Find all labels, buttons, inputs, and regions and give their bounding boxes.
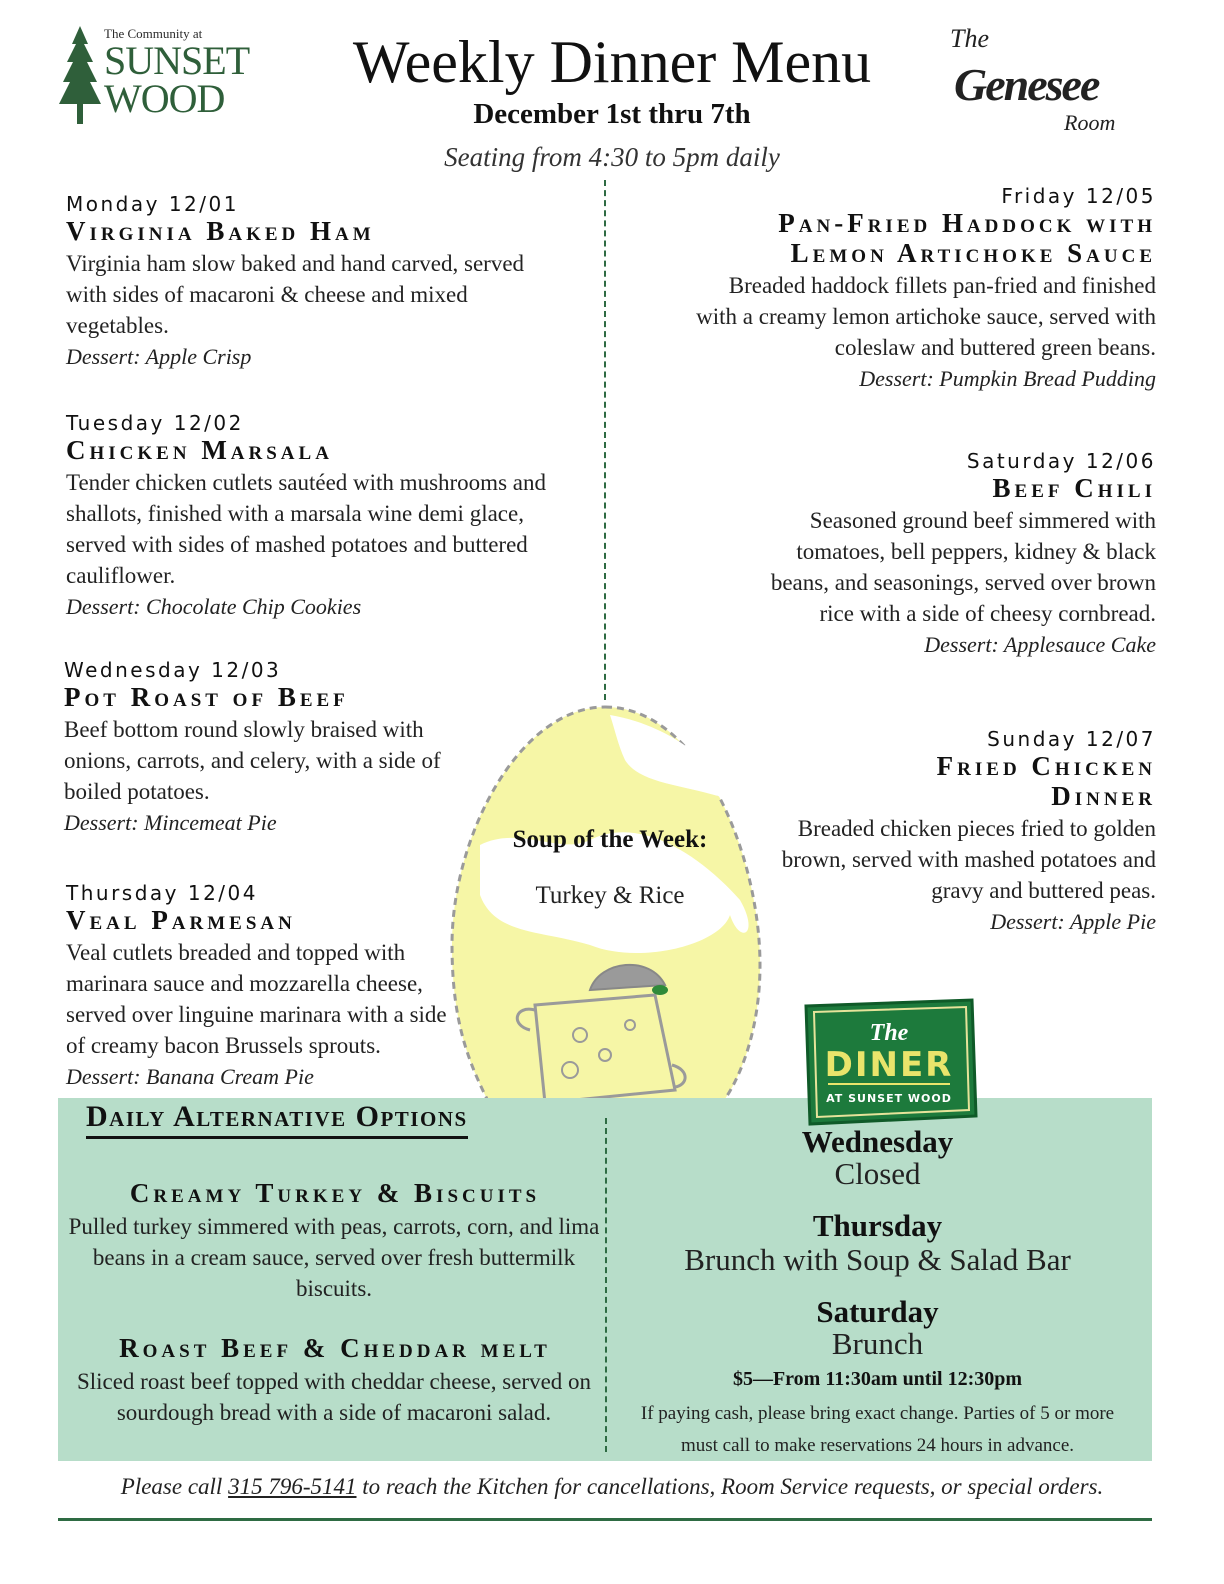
alt-dish-name: Creamy Turkey & Biscuits xyxy=(129,1178,541,1208)
diner-logo-name: DINER xyxy=(824,1045,954,1085)
day-label: Monday 12/01 xyxy=(66,192,239,216)
day-block-friday xyxy=(690,184,1156,394)
dish-name: Chicken Marsala xyxy=(66,435,333,465)
day-label: Sunday 12/07 xyxy=(987,727,1156,751)
day-label: Friday 12/05 xyxy=(1001,184,1156,208)
alt-dish-description: Sliced roast beef topped with cheddar cheese, served on sourdough bread with a side of macaroni salad. xyxy=(76,1369,592,1425)
footer-post: to reach the Kitchen for cancellations, Room Service requests, or special orders. xyxy=(356,1474,1104,1499)
diner-price-text: $5—From 11:30am until 12:30pm xyxy=(732,1368,1023,1390)
diner-status: Brunch with Soup & Salad Bar xyxy=(684,1242,1071,1277)
logo-top-text: The Community at xyxy=(104,26,203,41)
dessert: Dessert: Banana Cream Pie xyxy=(66,1064,314,1089)
diner-logo-sub: AT SUNSET WOOD xyxy=(826,1092,952,1105)
alt-dish-description: Pulled turkey simmered with peas, carrots, corn, and lima beans in a cream sauce, served over fresh buttermilk biscuits. xyxy=(68,1214,600,1301)
dish-description: Breaded haddock fillets pan-fried and finished with a creamy lemon artichoke sauce, served with coleslaw and buttered green beans. xyxy=(696,273,1156,360)
column-divider-top xyxy=(604,180,606,700)
logo-word-wood: WOOD xyxy=(104,76,225,121)
dessert: Dessert: Apple Pie xyxy=(990,909,1156,934)
diner-saturday xyxy=(640,1294,1115,1362)
dessert: Dessert: Apple Crisp xyxy=(66,344,252,369)
soup-name: Turkey & Rice xyxy=(535,882,685,909)
diner-logo-the: The xyxy=(869,1020,909,1046)
diner-status: Closed xyxy=(834,1156,921,1191)
day-block-saturday xyxy=(750,449,1156,660)
day-label: Tuesday 12/02 xyxy=(66,411,244,435)
diner-price xyxy=(640,1368,1115,1391)
diner-thursday xyxy=(640,1208,1115,1278)
dessert: Dessert: Mincemeat Pie xyxy=(64,810,277,835)
menu-dates: December 1st thru 7th xyxy=(473,98,751,130)
dish-name: Beef Chili xyxy=(992,473,1156,503)
day-block-tuesday xyxy=(66,411,556,622)
diner-note-line1: If paying cash, please bring exact change. Parties of 5 or more xyxy=(640,1403,1115,1424)
seating-times: Seating from 4:30 to 5pm daily xyxy=(444,142,780,172)
day-block-monday xyxy=(66,192,566,372)
diner-status: Brunch xyxy=(831,1326,924,1361)
footer-rule xyxy=(58,1518,1152,1521)
dish-name-line2: Lemon Artichoke Sauce xyxy=(790,238,1156,268)
diner-note xyxy=(620,1398,1135,1462)
soup-title: Soup of the Week: xyxy=(512,826,708,853)
dish-name-line1: Fried Chicken xyxy=(936,751,1156,781)
genesee-the: The xyxy=(950,24,989,53)
dish-name: Virginia Baked Ham xyxy=(66,216,375,246)
dish-description: Beef bottom round slowly braised with onions, carrots, and celery, with a side of boiled potatoes. xyxy=(64,717,441,804)
day-block-wednesday xyxy=(64,658,464,838)
dessert: Dessert: Applesauce Cake xyxy=(924,632,1156,657)
diner-day: Wednesday xyxy=(801,1124,954,1159)
diner-day: Thursday xyxy=(812,1208,943,1243)
dish-name: Veal Parmesan xyxy=(66,905,296,935)
dish-description: Breaded chicken pieces fried to golden brown, served with mashed potatoes and gravy and buttered peas. xyxy=(781,816,1156,903)
day-label: Saturday 12/06 xyxy=(966,449,1156,473)
phone-link[interactable]: 315 796-5141 xyxy=(228,1474,357,1499)
genesee-name: Genesee xyxy=(954,59,1099,110)
dessert: Dessert: Chocolate Chip Cookies xyxy=(66,594,362,619)
footer-contact xyxy=(0,1474,1224,1500)
day-label: Thursday 12/04 xyxy=(66,881,258,905)
genesee-room-logo xyxy=(940,24,1140,134)
dish-description: Seasoned ground beef simmered with tomatoes, bell peppers, kidney & black beans, and seasonings, served over brown rice with a side of cheesy cornbread. xyxy=(770,508,1156,626)
dish-description: Virginia ham slow baked and hand carved, served with sides of macaroni & cheese and mixed vegetables. xyxy=(66,251,525,338)
day-block-thursday xyxy=(66,881,458,1092)
day-block-sunday xyxy=(780,727,1156,937)
diner-day: Saturday xyxy=(816,1294,939,1329)
logo-word-sunset: SUNSET xyxy=(104,38,250,83)
footer-pre: Please call xyxy=(120,1474,229,1499)
diner-note-line2: must call to make reservations 24 hours in advance. xyxy=(680,1435,1075,1456)
alternatives-heading: Daily Alternative Options xyxy=(86,1100,468,1139)
dessert: Dessert: Pumpkin Bread Pudding xyxy=(859,366,1156,391)
dish-name-line2: Dinner xyxy=(1051,781,1156,811)
page-title: Weekly Dinner Menu xyxy=(352,29,872,95)
day-label: Wednesday 12/03 xyxy=(64,658,282,682)
diner-logo xyxy=(800,998,978,1126)
dish-name-line1: Pan-Fried Haddock with xyxy=(778,208,1156,238)
dish-description: Tender chicken cutlets sautéed with mushrooms and shallots, finished with a marsala wine demi glace, served with sides of mashed potatoes and buttered cauliflower. xyxy=(66,470,546,588)
dish-description: Veal cutlets breaded and topped with marinara sauce and mozzarella cheese, served over linguine marinara with a side of creamy bacon Brussels sprouts. xyxy=(66,940,447,1058)
dish-name: Pot Roast of Beef xyxy=(64,682,349,712)
alt-dish-name: Roast Beef & Cheddar melt xyxy=(119,1333,551,1363)
diner-wednesday xyxy=(640,1124,1115,1192)
genesee-room: Room xyxy=(1064,110,1116,135)
